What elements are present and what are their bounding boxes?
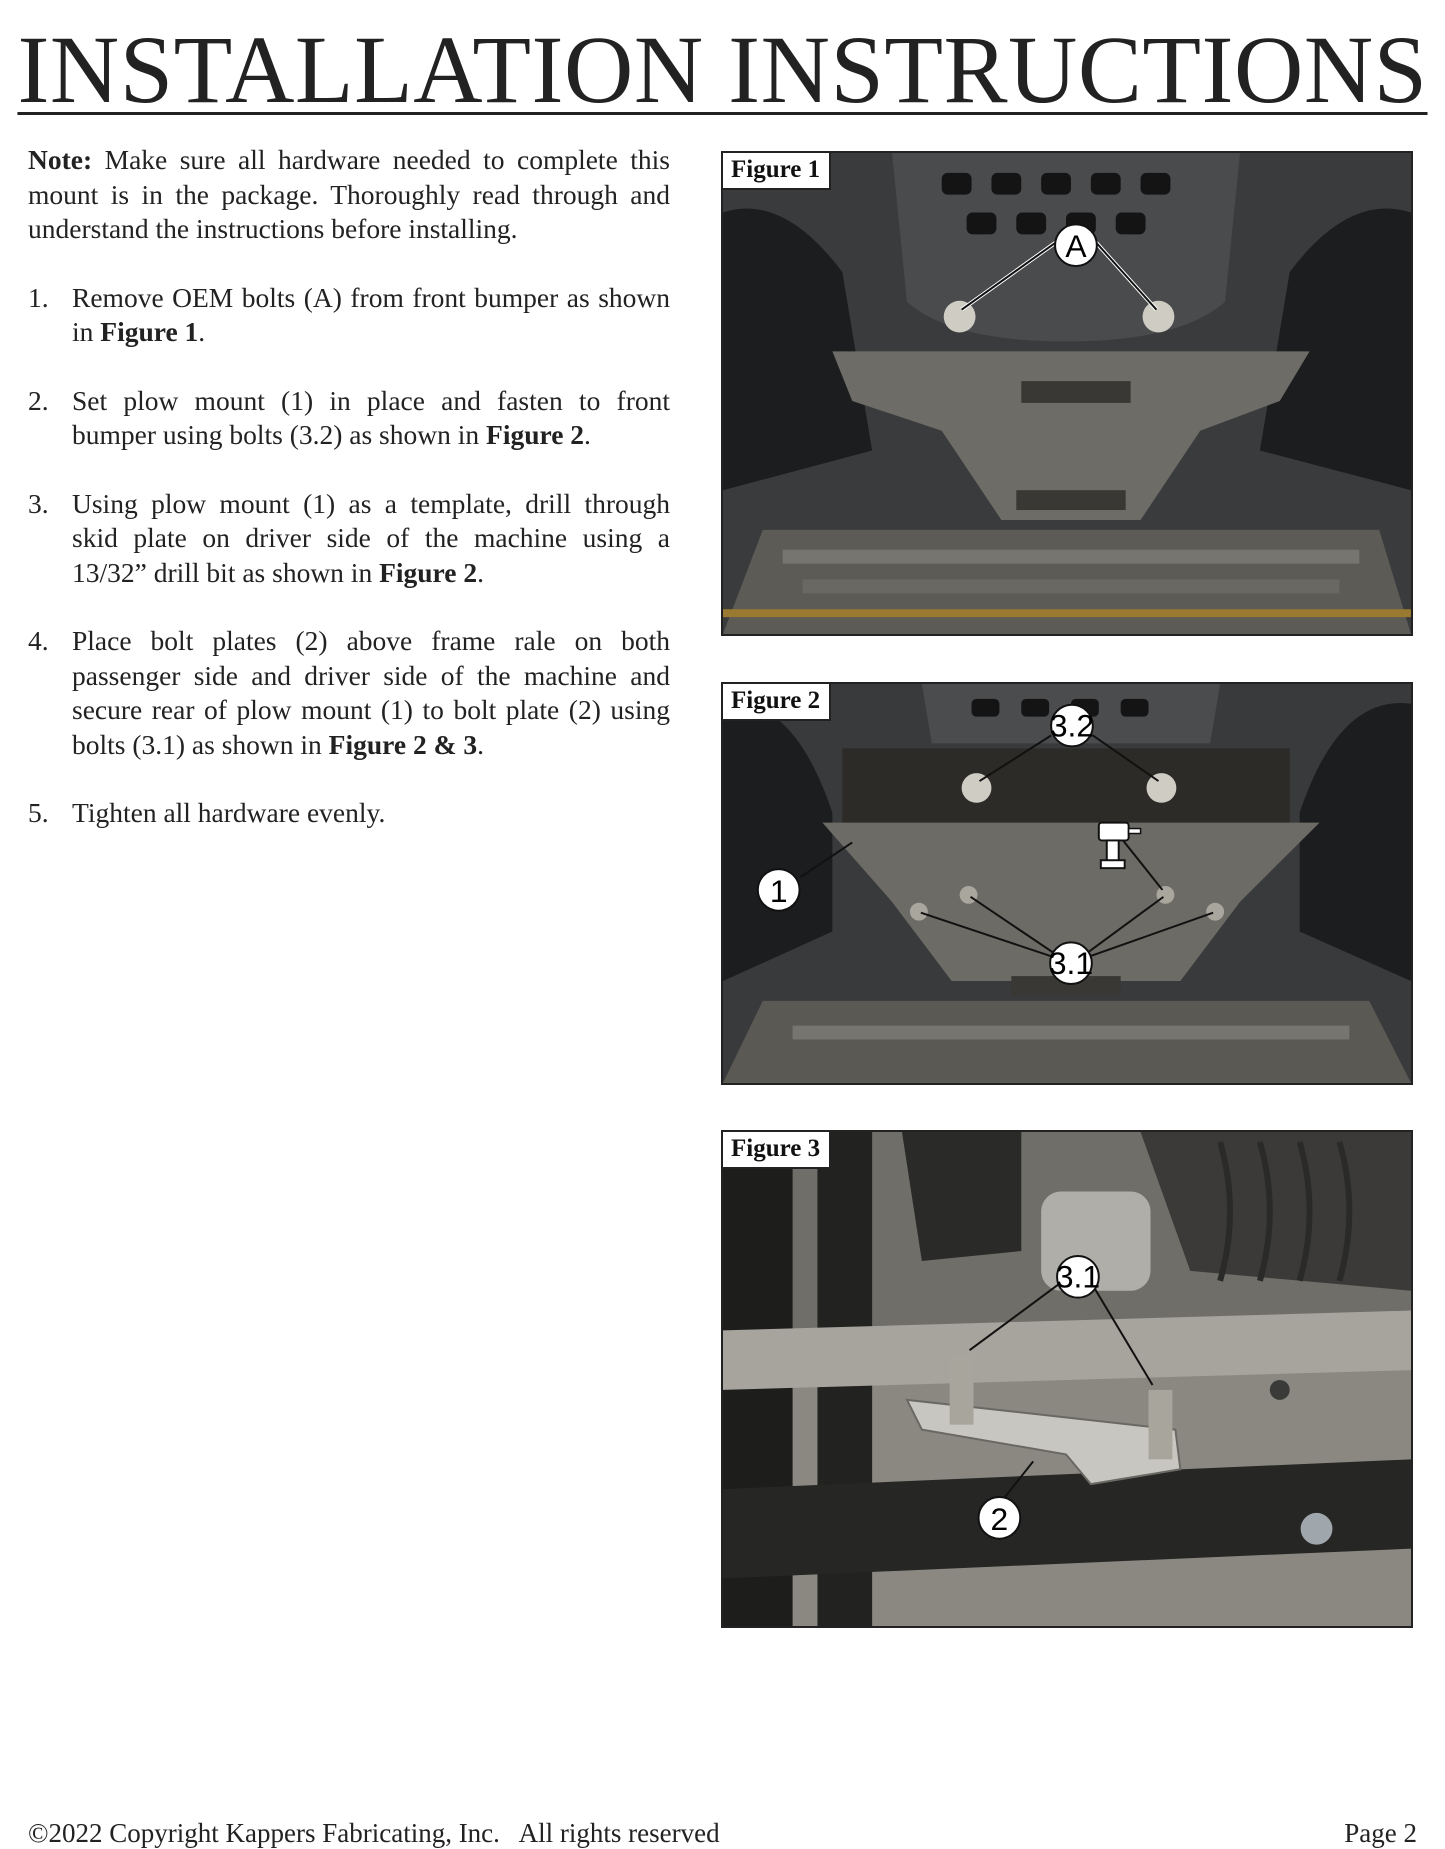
figure-1-photo (721, 151, 1413, 636)
page-title: INSTALLATION INSTRUCTIONS (17, 16, 1428, 123)
step-item: 4. Place bolt plates (2) above frame rale on both passenger side and driver side of the machine and secure rear of plow mount (1) to bolt plate (2) using bolts (3.1) as shown in Figure 2 & 3. (28, 625, 670, 760)
figure-3-photo (721, 1130, 1413, 1628)
callout-a: A (1065, 228, 1087, 265)
footer-page-number: Page 2 (1344, 1818, 1417, 1848)
note-paragraph (28, 143, 670, 247)
callout-3-1: 3.1 (1048, 945, 1094, 982)
figure-3-illustration (723, 1132, 1411, 1626)
figure-2-illustration (723, 684, 1411, 1083)
instructions-text (28, 143, 670, 865)
footer-copyright: ©2022 Copyright Kappers Fabricating, Inc. All rights reserved (28, 1818, 720, 1848)
figure-3-label: Figure 3 (723, 1132, 831, 1169)
callout-3-1: 3.1 (1055, 1258, 1101, 1295)
step-item: 1. Remove OEM bolts (A) from front bumper as shown in Figure 1. (28, 281, 670, 347)
step-item: 3. Using plow mount (1) as a template, drill through skid plate on driver side of the machine using a 13/32” drill bit as shown in Figure 2. (28, 487, 670, 588)
note-label: Note: (28, 144, 93, 175)
step-item: 2. Set plow mount (1) in place and fasten to front bumper using bolts (3.2) as shown in Figure 2. (28, 384, 670, 450)
note-text: Make sure all hardware needed to complete this mount is in the package. Thoroughly read through and understand the instructions before installing. (28, 144, 670, 244)
callout-2: 2 (990, 1500, 1009, 1537)
figure-1-illustration (723, 153, 1411, 634)
callout-1: 1 (769, 872, 788, 909)
figure-1-label: Figure 1 (723, 153, 831, 190)
figure-2-photo (721, 682, 1413, 1085)
step-item: 5. Tighten all hardware evenly. (28, 797, 386, 828)
callout-3-2: 3.2 (1049, 707, 1095, 744)
figure-2-label: Figure 2 (723, 684, 831, 721)
steps-list (28, 281, 670, 831)
